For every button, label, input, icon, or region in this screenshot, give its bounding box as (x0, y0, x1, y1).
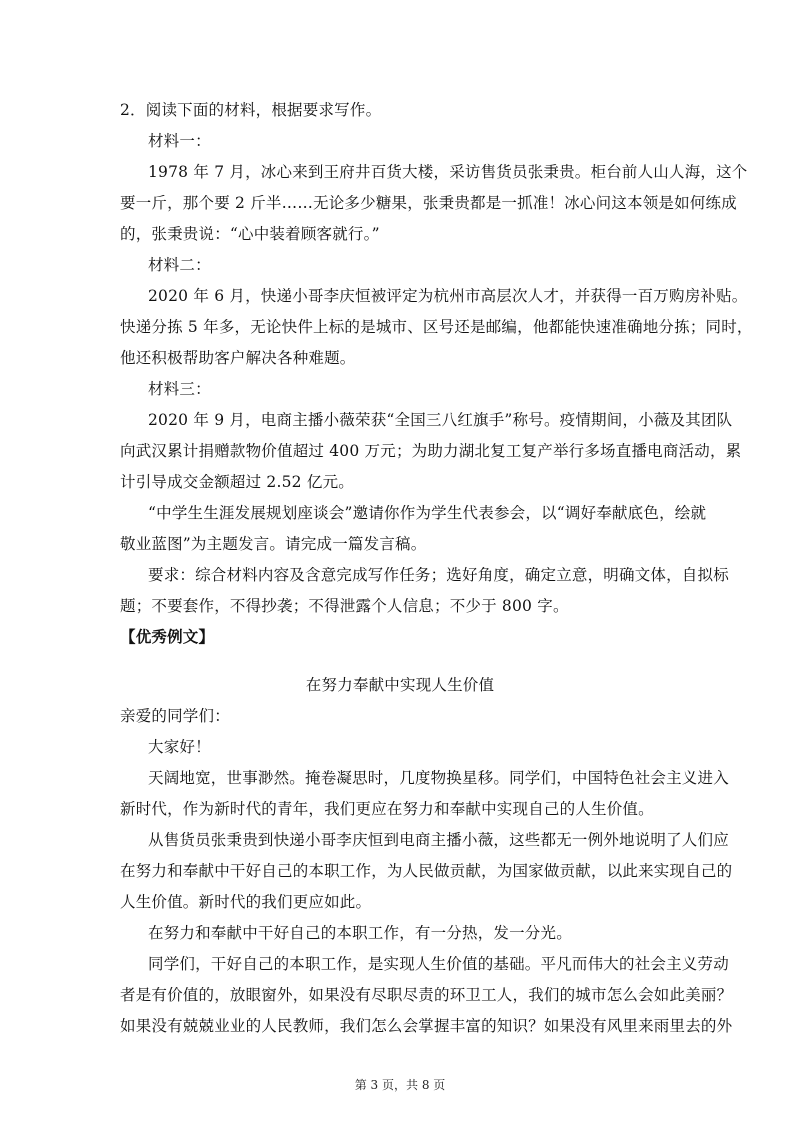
essay-line: 者是有价值的，放眼窗外，如果没有尽职尽责的环卫工人，我们的城市怎么会如此美丽？ (120, 986, 733, 1004)
essay-title: 在努力奉献中实现人生价值 (305, 676, 495, 694)
requirement-line: 要求：综合材料内容及含意完成写作任务；选好角度，确定立意，明确文体，自拟标 (148, 566, 729, 584)
essay-line: 从售货员张秉贵到快递小哥李庆恒到电商主播小薇，这些都无一例外地说明了人们应 (148, 831, 729, 849)
material-1-line: 要一斤，那个要 2 斤半……无论多少糖果，张秉贵都是一抓准！冰心问这本领是如何练成 (120, 194, 737, 212)
section-heading: 【优秀例文】 (120, 628, 215, 646)
essay-line: 在努力和奉献中干好自己的本职工作，有一分热，发一分光。 (148, 924, 572, 942)
essay-line: 同学们，干好自己的本职工作，是实现人生价值的基础。平凡而伟大的社会主义劳动 (148, 955, 729, 973)
material-3-line: 计引导成交金额超过 2.52 亿元。 (120, 473, 354, 491)
requirement-line: 题；不要套作，不得抄袭；不得泄露个人信息；不少于 800 字。 (120, 597, 569, 615)
material-3-label: 材料三： (148, 380, 211, 398)
material-2-line: 他还积极帮助客户解决各种难题。 (120, 349, 356, 367)
greeting: 大家好！ (148, 738, 211, 756)
essay-line: 新时代，作为新时代的青年，我们更应在努力和奉献中实现自己的人生价值。 (120, 800, 654, 818)
material-3-line: 2020 年 9 月，电商主播小薇荣获“全国三八红旗手”称号。疫情期间，小薇及其团队 (148, 411, 733, 429)
essay-line: 人生价值。新时代的我们更应如此。 (120, 893, 372, 911)
material-2-line: 快递分拣 5 年多，无论快件上标的是城市、区号还是邮编，他都能快速准确地分拣；同时， (120, 318, 753, 336)
material-3-line: 向武汉累计捐赠款物价值超过 400 万元；为助力湖北复工复产举行多场直播电商活动，累 (120, 442, 742, 460)
page-number: 第 3 页，共 8 页 (354, 1078, 446, 1092)
task-line: “中学生生涯发展规划座谈会”邀请你作为学生代表参会，以“调好奉献底色，绘就 (148, 504, 707, 522)
essay-line: 天阔地宽，世事渺然。掩卷凝思时，几度物换星移。同学们，中国特色社会主义进入 (148, 769, 729, 787)
material-1-line: 1978 年 7 月，冰心来到王府井百货大楼，采访售货员张秉贵。柜台前人山人海，这个 (148, 163, 748, 181)
material-2-label: 材料二： (148, 256, 211, 274)
material-1-line: 的，张秉贵说：“心中装着顾客就行。” (120, 225, 380, 243)
material-2-line: 2020 年 6 月，快递小哥李庆恒被评定为杭州市高层次人才，并获得一百万购房补贴。 (148, 287, 748, 305)
material-1-label: 材料一： (148, 132, 211, 150)
salutation: 亲爱的同学们： (120, 707, 230, 725)
question-title: 2．阅读下面的材料，根据要求写作。 (120, 101, 382, 119)
task-line: 敬业蓝图”为主题发言。请完成一篇发言稿。 (120, 535, 427, 553)
essay-line: 如果没有兢兢业业的人民教师，我们怎么会掌握丰富的知识？如果没有风里来雨里去的外 (120, 1017, 733, 1035)
essay-line: 在努力和奉献中干好自己的本职工作，为人民做贡献，为国家做贡献，以此来实现自己的 (120, 862, 733, 880)
